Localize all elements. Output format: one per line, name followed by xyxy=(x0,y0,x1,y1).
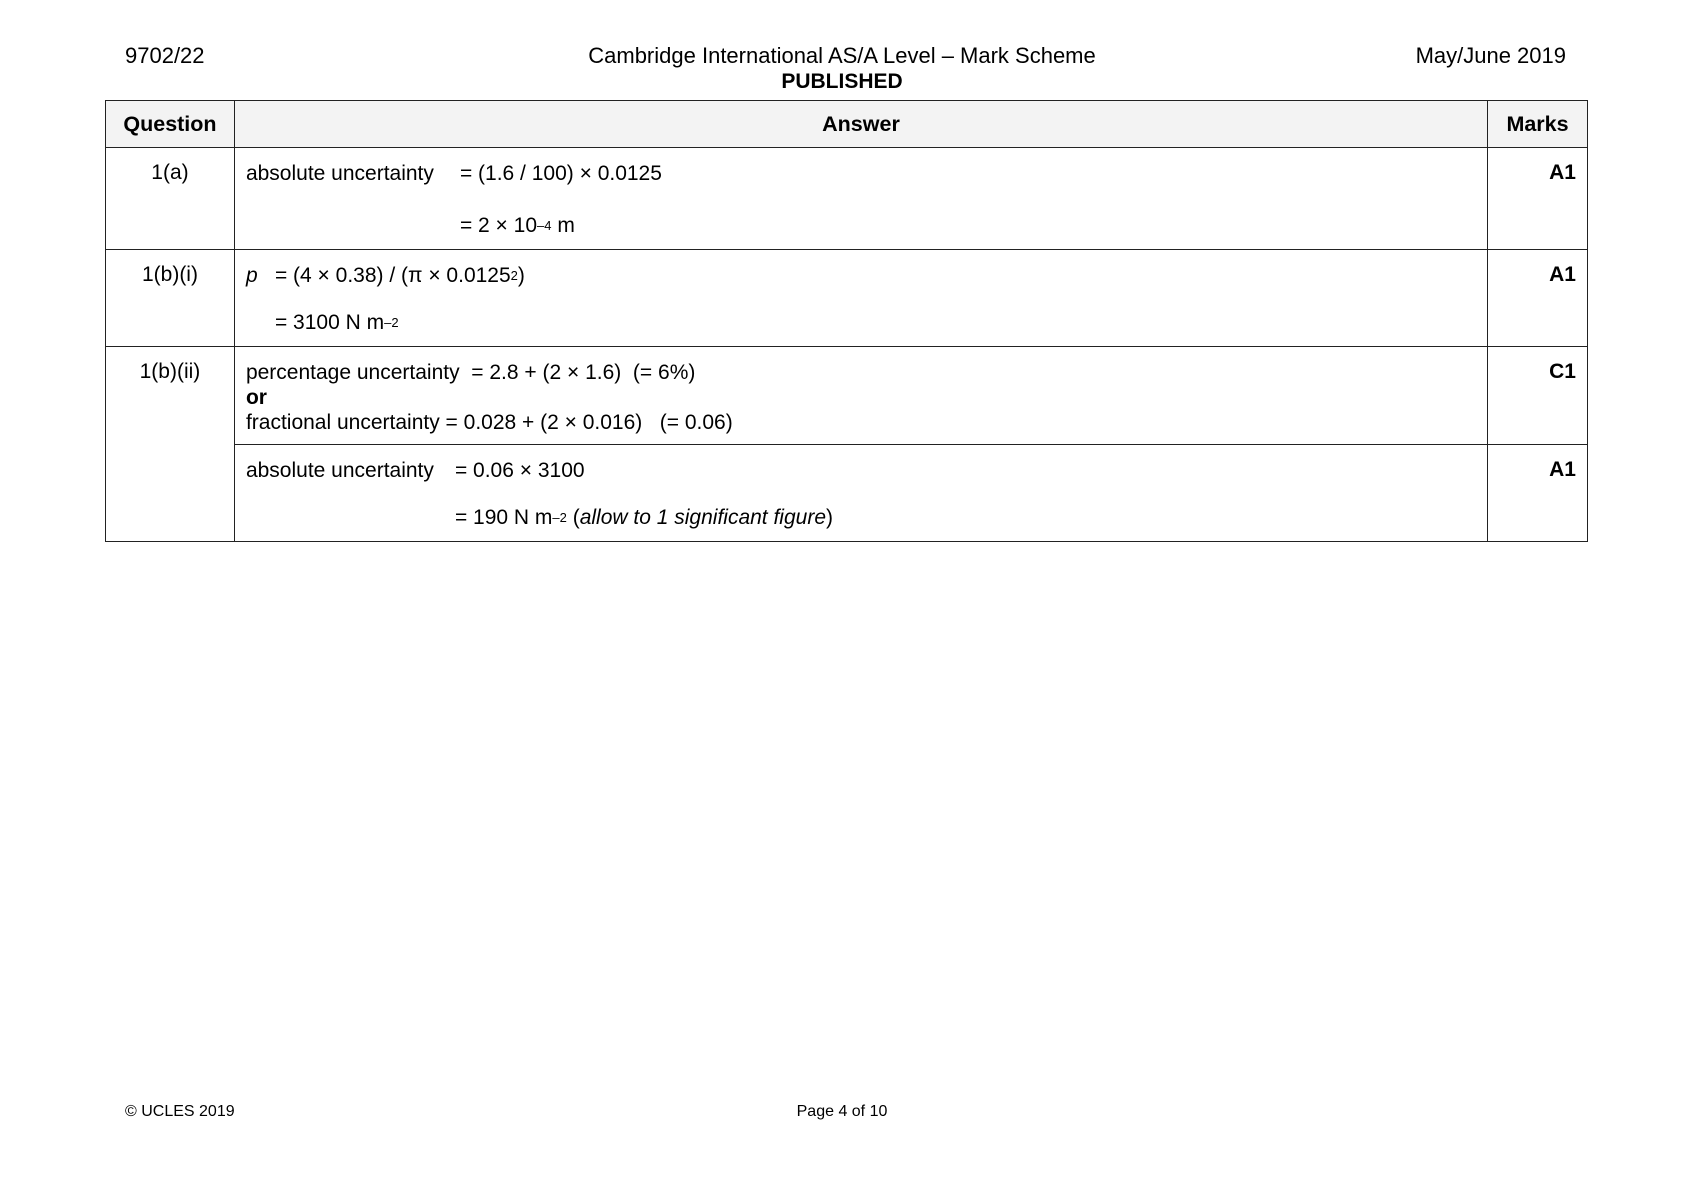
column-header-question: Question xyxy=(106,101,235,148)
answer-cell xyxy=(234,148,1487,250)
answer-variable: p xyxy=(245,264,258,287)
mark-code: A1 xyxy=(1488,250,1588,347)
answer-expression: = 2 × 10 xyxy=(459,214,538,237)
page-number: Page 4 of 10 xyxy=(796,1103,888,1120)
answer-line: = 2 × 10 $^{-4}$ m xyxy=(459,214,575,237)
answer-cell xyxy=(234,347,1487,445)
copyright-notice: © UCLES 2019 xyxy=(125,1103,235,1120)
table-row xyxy=(106,445,1588,542)
answer-line: = 190 N m $^{-2}$ ( allow to 1 significant figure ) xyxy=(454,506,834,529)
answer-connector: or xyxy=(245,386,267,409)
mark-code: A1 xyxy=(1488,148,1588,250)
question-number: 1(b)(i) xyxy=(106,250,235,347)
answer-expression: = 3100 N m xyxy=(274,311,385,334)
published-label: PUBLISHED xyxy=(781,70,903,93)
answer-line: fractional uncertainty = 0.028 + (2 × 0.016) (= 0.06) xyxy=(245,411,733,434)
answer-expression: = (4 × 0.38) / (π × 0.0125 xyxy=(274,264,511,287)
answer-label: absolute uncertainty xyxy=(245,162,434,185)
answer-expression-end: ) xyxy=(517,264,525,287)
answer-cell xyxy=(234,445,1487,542)
answer-label: absolute uncertainty xyxy=(245,459,434,482)
answer-note-close: ) xyxy=(826,506,834,529)
answer-note-open: ( xyxy=(566,506,580,529)
exam-session: May/June 2019 xyxy=(1415,43,1566,68)
answer-cell xyxy=(234,250,1487,347)
question-number: 1(a) xyxy=(106,148,235,250)
answer-line xyxy=(246,458,1477,485)
answer-line: p = (4 × 0.38) / (π × 0.0125 $^2$ ) xyxy=(245,264,525,287)
answer-line: = 3100 N m $^{-2}$ xyxy=(274,311,399,334)
table-row xyxy=(106,250,1588,347)
answer-line: percentage uncertainty = 2.8 + (2 × 1.6) (= 6%) xyxy=(245,361,696,384)
answer-expression: = 190 N m xyxy=(454,506,553,529)
column-header-answer: Answer xyxy=(234,101,1487,148)
answer-note: allow to 1 significant figure xyxy=(579,506,827,529)
column-header-marks: Marks xyxy=(1488,101,1588,148)
answer-expression: = (1.6 / 100) × 0.0125 xyxy=(459,162,662,185)
answer-unit: m xyxy=(551,214,575,237)
mark-scheme-table xyxy=(105,100,1588,542)
table-row xyxy=(106,347,1588,445)
title-text: Cambridge International AS/A Level – Mark Scheme xyxy=(588,43,1096,68)
mark-code: A1 xyxy=(1488,445,1588,542)
answer-line xyxy=(246,161,1477,188)
table-header-row xyxy=(106,101,1588,148)
mark-code: C1 xyxy=(1488,347,1588,445)
table-row xyxy=(106,148,1588,250)
answer-expression: = 0.06 × 3100 xyxy=(454,459,585,482)
paper-code: 9702/22 xyxy=(125,43,205,68)
question-number: 1(b)(ii) xyxy=(106,347,235,542)
